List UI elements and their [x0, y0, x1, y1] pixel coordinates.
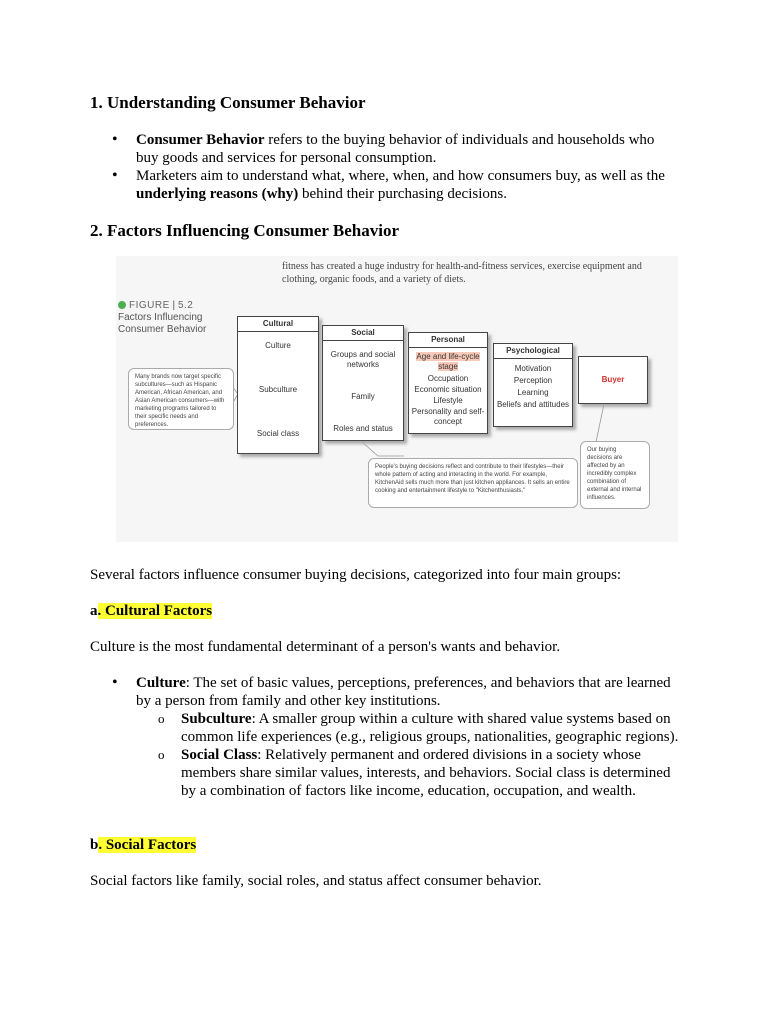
subsection-heading-social: b. Social Factors	[90, 837, 197, 853]
psychological-box: Psychological Motivation Perception Learning Beliefs and attitudes	[493, 343, 573, 427]
figure-factors-influencing	[116, 256, 678, 542]
cultural-intro: Culture is the most fundamental determinant of a person's wants and behavior.	[90, 639, 561, 655]
section-heading-understanding: 1. Understanding Consumer Behavior	[90, 93, 366, 112]
list-item: o Social Class: Relatively permanent and ordered divisions in a society whose members share similar values, interests, and behaviors. Social class is determined by a combination of factors like income, education, occupation, and wealth.	[90, 746, 680, 800]
note-subcultures: Many brands now target specific subcultures—such as Hispanic American, African American, and Asian American consumers—with marketing programs tailored to their specific needs and preferences.	[128, 368, 234, 430]
figure-top-caption: fitness has created a huge industry for health-and-fitness services, exercise equipment and clothing, organic foods, and a variety of diets.	[282, 261, 642, 285]
list-item: • Consumer Behavior refers to the buying behavior of individuals and households who buy goods and services for personal consumption.	[90, 131, 680, 167]
social-intro: Social factors like family, social roles, and status affect consumer behavior.	[90, 873, 542, 889]
section-heading-factors: 2. Factors Influencing Consumer Behavior	[90, 221, 399, 240]
bullet-list-understanding	[90, 131, 680, 203]
cultural-box: Cultural Culture Subculture Social class	[237, 316, 319, 454]
list-item: • Marketers aim to understand what, where, when, and how consumers buy, as well as the underlying reasons (why) behind their purchasing decisions.	[90, 167, 680, 203]
figure-label: FIGURE | 5.2 Factors Influencing Consumer Behavior	[118, 300, 207, 335]
list-item: o Subculture: A smaller group within a culture with shared value systems based on common life experiences (e.g., religious groups, nationalities, geographic regions).	[90, 710, 680, 746]
buyer-box: Buyer	[578, 356, 648, 404]
note-lifestyles: People's buying decisions reflect and contribute to their lifestyles—their whole pattern of acting and interacting in the world. For example, KitchenAid sells much more than just kitchen appliances. It sells an entire cooking and entertainment lifestyle to "Kitchenthusiasts."	[368, 458, 578, 508]
personal-box: Personal Age and life-cycle stage Occupation Economic situation Lifestyle Personality and self-concept	[408, 332, 488, 434]
note-buying-decisions: Our buying decisions are affected by an incredibly complex combination of external and internal influences.	[580, 441, 650, 509]
list-item: • Culture: The set of basic values, perceptions, preferences, and behaviors that are learned by a person from family and other key institutions.	[90, 674, 680, 710]
social-box: Social Groups and social networks Family Roles and status	[322, 325, 404, 441]
subsection-heading-cultural: a. Cultural Factors	[90, 603, 213, 619]
intro-paragraph: Several factors influence consumer buying decisions, categorized into four main groups:	[90, 567, 622, 583]
bullet-list-cultural	[90, 674, 680, 800]
